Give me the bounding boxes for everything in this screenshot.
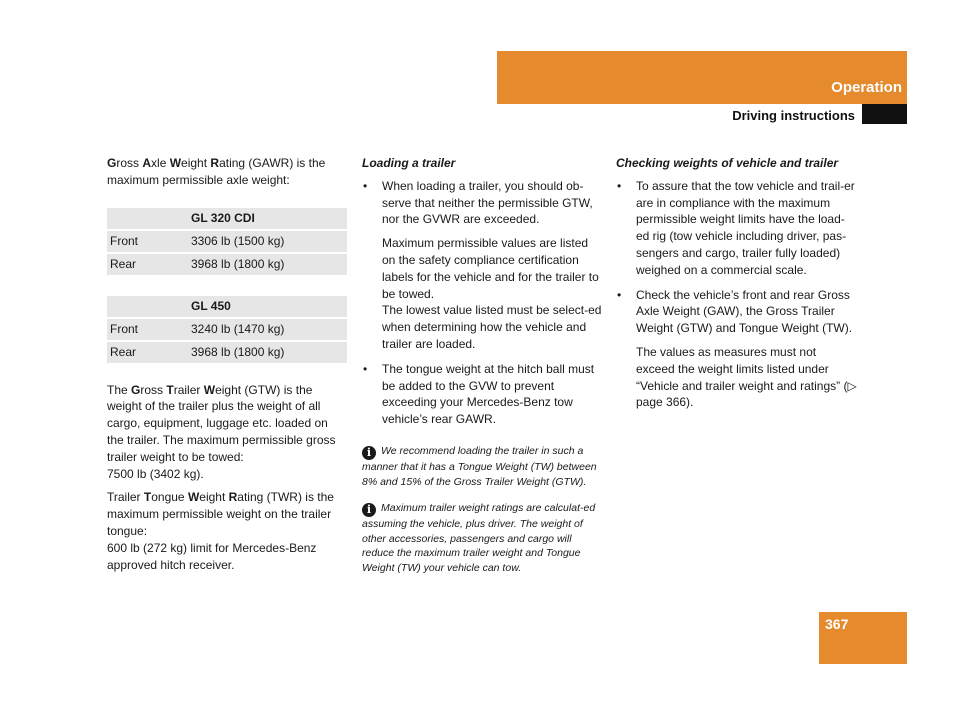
table-header-row (107, 296, 347, 317)
table-model-name: GL 320 CDI (188, 208, 347, 229)
bold-initial: W (187, 490, 200, 505)
column-middle (362, 155, 602, 584)
table-row-label: Rear (107, 254, 188, 275)
subsection-title: Driving instructions (732, 108, 855, 123)
info-icon: i (362, 503, 376, 517)
table-row (107, 231, 347, 252)
bold-initial: R (228, 490, 238, 505)
table-model-name: GL 450 (188, 296, 347, 317)
bold-initial: G (107, 156, 117, 170)
bold-initial: W (203, 382, 216, 397)
loading-trailer-list (362, 178, 602, 428)
list-item (616, 287, 858, 412)
table-row-label: Rear (107, 342, 188, 363)
bold-initial: R (210, 156, 220, 170)
list-item (362, 178, 602, 353)
table-row-value: 3968 lb (1800 kg) (188, 342, 347, 363)
table-row-label: Front (107, 319, 188, 340)
list-item-text: Check the vehicle’s front and rear Gross Axle Weight (GAW), the Gross Trailer Weight (GTW) and Tongue Weight (TW). (636, 287, 853, 336)
column-right (616, 155, 858, 419)
info-note (362, 444, 602, 489)
twr-definition: Trailer Tongue Weight Rating (TWR) is the maximum permissible weight on the trailer tongue: 600 lb (272 kg) limit for Mercedes-Benz approved hitch receiver. (107, 490, 334, 572)
bullet-icon: • (617, 287, 622, 302)
table-row (107, 254, 347, 275)
checking-weights-list (616, 178, 858, 411)
table-row-value: 3306 lb (1500 kg) (188, 231, 347, 252)
bullet-icon: • (363, 361, 368, 376)
spec-table-gl450 (107, 294, 347, 365)
table-header-row (107, 208, 347, 229)
gtw-definition: The Gross Trailer Weight (GTW) is the weight of the trailer plus the weight of all cargo, equipment, luggage etc. loaded on the trailer. The maximum permissible gross trailer weight to be towed: 7500 lb (3402 kg). (107, 382, 336, 481)
bullet-icon: • (617, 178, 622, 193)
gawr-definition: Gross Axle Weight Rating (GAWR) is the maximum permissible axle weight: (107, 156, 326, 187)
checking-weights-heading: Checking weights of vehicle and trailer (616, 156, 839, 170)
info-note-text: We recommend loading the trailer in such a manner that it has a Tongue Weight (TW) between 8% and 15% of the Gross Trailer Weight (GTW). (362, 444, 597, 488)
bold-initial: T (143, 490, 152, 505)
table-row-value: 3240 lb (1470 kg) (188, 319, 347, 340)
list-item-text: When loading a trailer, you should ob-serve that neither the permissible GTW, nor the GVWR are exceeded. (382, 178, 593, 227)
section-title: Operation (831, 79, 902, 96)
list-item (616, 178, 858, 279)
subsection-marker-bar (862, 104, 907, 124)
info-note-text: Maximum trailer weight ratings are calculat-ed assuming the vehicle, plus driver. The weight of other accessories, passengers and cargo will reduce the maximum trailer weight and Tongue Weight (TW) your vehicle can tow. (362, 502, 596, 574)
bold-initial: A (142, 156, 152, 170)
table-row (107, 319, 347, 340)
table-header-blank (107, 208, 188, 229)
table-row-value: 3968 lb (1800 kg) (188, 254, 347, 275)
bold-initial: G (131, 382, 141, 397)
list-item-text: To assure that the tow vehicle and trail-er are in compliance with the maximum permissible weight limits have the load-ed rig (tow vehicle including driver, pas-sengers and cargo, trailer fully loaded) weighed on a commercial scale. (636, 178, 855, 277)
list-item-text: The values as measures must not exceed the weight limits listed under “Vehicle and trailer weight and ratings” (▷ page 366). (636, 344, 857, 410)
list-item-text: The tongue weight at the hitch ball must be added to the GVW to prevent exceeding your Mercedes-Benz tow vehicle’s rear GAWR. (382, 361, 595, 427)
loading-trailer-heading: Loading a trailer (362, 156, 456, 170)
list-item (362, 361, 602, 428)
bold-initial: T (166, 382, 174, 397)
info-icon: i (362, 446, 376, 460)
bullet-icon: • (363, 178, 368, 193)
table-header-blank (107, 296, 188, 317)
table-row-label: Front (107, 231, 188, 252)
table-row (107, 342, 347, 363)
page-number: 367 (825, 616, 849, 632)
column-left (107, 155, 347, 580)
bold-initial: W (169, 156, 182, 170)
list-item-text: Maximum permissible values are listed on the safety compliance certification labels for the vehicle and for the trailer to be towed. The lowest value listed must be select-ed when determining how the vehicle and trailer are loaded. (382, 236, 602, 351)
spec-table-gl320cdi (107, 206, 347, 277)
info-note (362, 501, 602, 575)
